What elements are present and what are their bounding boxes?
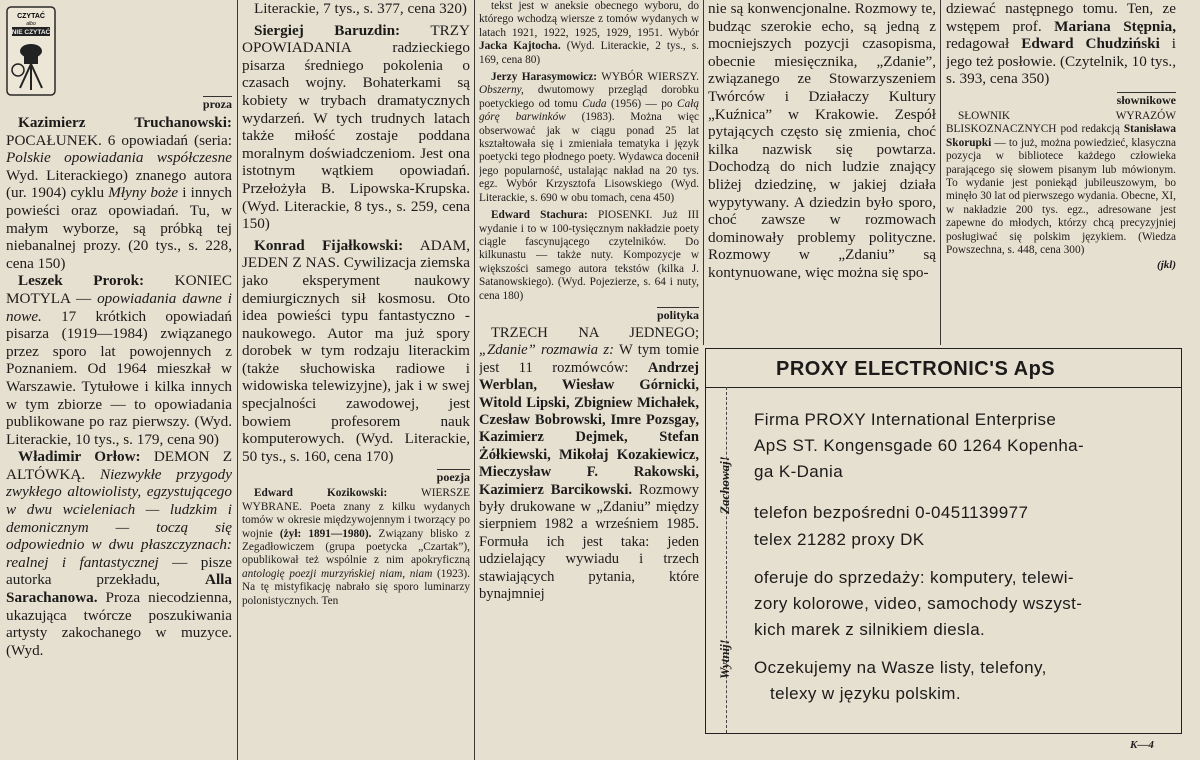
ad-title: PROXY ELECTRONIC'S ApS — [776, 358, 1056, 380]
review-truchanowski: Kazimierz Truchanowski: POCAŁUNEK. 6 opowiadań (seria: Polskie opowiadania współczesne Wyd. Literackiego) znanego autora (ur. 1904) cyklu Młyny boże i innych powieści oraz opowiadań. Tu, w małym wyborze, są próbką tej niebanalnej prozy. (20 tys., s. 228, cena 150) — [6, 114, 232, 272]
ad-offer-2: zory kolorowe, video, samochody wszyst- — [754, 594, 1083, 613]
review-zdanie-end: dziewać następnego tomu. Ten, ze wstępem prof. Mariana Stępnia, redagował Edward Chudziński i jego też posłowie. (Czytelnik, 10 tys., s. 393, cena 350) — [946, 0, 1176, 88]
ad-closing-1: Oczekujemy na Wasze listy, telefony, — [754, 658, 1047, 677]
review-tail: Literackie, 7 tys., s. 377, cena 320) — [254, 0, 467, 17]
proxy-advertisement — [705, 348, 1182, 734]
logo-line3: NIE CZYTAĆ — [11, 29, 51, 36]
page-number: K—4 — [1130, 739, 1154, 751]
section-label-polityka: polityka — [656, 307, 699, 322]
column-rule — [237, 0, 238, 760]
review-slownik: SŁOWNIK WYRAZÓW BLISKOZNACZNYCH pod redakcją Stanisława Skorupki — to już, można powiedzieć, klasyczna pozycja w bibliotece każdego człowieka parającego się słowem pisanym lub mówionym. To wydanie jest poniekąd jubileuszowym, bo minęło 30 lat od pierwszego wydania. Obecne, XI, w nakładzie 200 tys. egz., adresowane jest zapewne do młodych, którzy chcą precyzyjniej posługiwać się polskim językiem. (Wiedza Powszechna, s. 448, cena 300) — [946, 109, 1176, 257]
ad-closing-2: telexy w języku polskim. — [770, 684, 961, 703]
ad-telex: telex 21282 proxy DK — [754, 530, 925, 549]
section-label-proza: proza — [202, 97, 232, 111]
ad-offer-3: kich marek z silnikiem diesla. — [754, 620, 986, 639]
ad-address-1: Firma PROXY International Enterprise — [754, 410, 1057, 429]
column-rule — [474, 0, 475, 760]
column-rule — [703, 0, 704, 345]
ad-offer-1: oferuje do sprzedaży: komputery, telewi- — [754, 568, 1074, 587]
column-3 — [479, 0, 699, 760]
section-label-poezja: poezja — [436, 470, 470, 485]
column-5 — [946, 0, 1176, 346]
logo-line1: CZYTAĆ — [17, 13, 45, 20]
author-signature: (jkl) — [1157, 259, 1176, 272]
review-fijalkowski: Konrad Fijałkowski: ADAM, JEDEN Z NAS. Cywilizacja ziemska jako eksperyment naukowy demiurgicznych sił kosmosu. Oto idea powieści typu fantastyczno - naukowego. Autor ma już spory dorobek w tym rodzaju literackim (także słuchowiska radiowe i widowiska telewizyjne), jak i w swej specjalności zawodowej, jest bowiem profesorem nauk komputerowych. (Wyd. Literackie, 50 tys., s. 160, cena 170) — [242, 236, 470, 465]
review-orlow: Władimir Orłow: DEMON Z ALTÓWKĄ. Niezwykłe przygody zwykłego altowiolisty, egzystującego w dwu wcieleniach — ludzkim i demonicznym — toczą się odpowiednio w dwu płaszczyznach: realnej i fantastycznej — pisze autorka przekładu, Alla Sarachanowa. Proza niecodzienna, ukazująca twórcze poszukiwania artysty zakochanego w muzyce. (Wyd. — [6, 448, 232, 659]
review-trzech-na-jednego: TRZECH NA JEDNEGO; „Zdanie” rozmawia z: W tym tomie jest 11 rozmówców: Andrzej Werblan, Wiesław Górnicki, Witold Lipski, Zbigniew Michałek, Czesław Bobrowski, Imre Pozsgay, Kazimierz Dejmek, Stefan Żółkiewski, Mikołaj Kozakiewicz, Mieczysław F. Rakowski, Kazimierz Barcikowski. Rozmowy były drukowane w „Zdaniu” między sierpniem 1982 a wrześniem 1985. Formuła ich jest taka: jeden udzielający wywiadu i trzech stawiających pytania, które bynajmniej — [479, 324, 699, 603]
cut-line — [726, 387, 727, 733]
logo-line2: albo — [26, 21, 36, 27]
review-zdanie-cont: nie są konwencjonalne. Rozmowy te, budząc szerokie echo, są jedną z mocniejszych pozycji czasopisma, obecnie miesięcznika, „Zdanie”, związanego ze Stowarzyszeniem Twórców i Działaczy Kultury „Kuźnica” w Krakowie. Zespół pytających często się zmienia, choć kilka nazwisk się powtarza. Dochodzą do nich ludzie znający bliżej dziedzinę, w jakiej działa wypytywany. A dziedzin było sporo, choć zawsze w rozmowach dominowały problemy polityczne. Rozmowy w „Zdaniu” są kontynuowane, więc można się spo- — [708, 0, 936, 281]
ad-phone: telefon bezpośredni 0-0451139977 — [754, 503, 1029, 522]
ad-side-cut: Wytnij! — [717, 639, 732, 679]
review-baruzdin: Siergiej Baruzdin: TRZY OPOWIADANIA radzieckiego pisarza średniego pokolenia o czasach wojny. Bohaterkami są kobiety w trybach dramatycznych wydarzeń. W tych trudnych latach także miłość zostaje poddana moralnym doświadczeniom. Jest ona istotnym wątkiem opowiadań. Przełożyła B. Lipowska-Krupska. (Wyd. Literackie, 8 tys., s. 259, cena 150) — [242, 21, 470, 233]
ad-address-2: ApS ST. Kongensgade 60 1264 Kopenha- — [754, 436, 1085, 455]
review-harasymowicz: Jerzy Harasymowicz: WYBÓR WIERSZY. Obszerny, dwutomowy przegląd dorobku poetyckiego od tomu Cuda (1956) — po Całą górę barwinków (1983). Można więc obserwować jak w ciągu ponad 25 lat kształtowała się i zmieniała tematyka i język poetycki tego płodnego poety. Wydawca docenił jego popularność, ustalając nakład na 20 tys. egz. Wybór Krzysztofa Lisowskiego (Wyd. Literackie, s. 690 w obu tomach, cena 450) — [479, 71, 699, 204]
review-kozikowski-tail: tekst jest w aneksie obecnego wyboru, do którego wchodzą wiersze z tomów wydanych w latach 1921, 1922, 1925, 1929, 1951. Wybór Jacka Kajtocha. (Wyd. Literackie, 2 tys., s. 169, cena 80) — [479, 0, 699, 66]
ad-address-3: ga K-Dania — [754, 462, 844, 481]
review-prorok: Leszek Prorok: KONIEC MOTYLA — opowiadania dawne i nowe. 17 krótkich opowiadań pisarza (1919—1984) związanego przez sporo lat powojennych z Poznaniem. Od 1964 mieszkał w Warszawie. Tytułowe i kilka innych w tym zbiorze — to opowiadania publikowane po raz pierwszy. (Wyd. Literackie, 10 tys., s. 179, cena 90) — [6, 272, 232, 448]
review-kozikowski: Edward Kozikowski: WIERSZE WYBRANE. Poeta znany z kilku wydanych tomów w okresie międzywojennym i tworzący po wojnie (żył: 1891—1980). Związany blisko z Zegadłowiczem (grupa poetycka „Czartak”), opublikował też wspólnie z nim apokryficzną antologię poezji murzyńskiej niam, niam (1923). Na tę mistyfikację nabrało się sporo luminarzy polonistycznych. Ten — [242, 487, 470, 607]
review-stachura: Edward Stachura: PIOSENKI. Już III wydanie i to w 100-tysięcznym nakładzie poety ciągle fascynującego czytelników. Do kilkunastu — także nuty. Kompozycje w większości samego autora tekstów (kilka J. Satanowskiego). (Wyd. Pojezierze, s. 64 i nuty, cena 180) — [479, 209, 699, 302]
column-2 — [242, 0, 470, 760]
column-rule — [940, 0, 941, 345]
section-label-slownikowe: słownikowe — [1116, 92, 1176, 107]
column-4 — [708, 0, 936, 346]
column-1 — [6, 0, 232, 760]
ad-side-keep: Zachowaj! — [717, 456, 732, 514]
